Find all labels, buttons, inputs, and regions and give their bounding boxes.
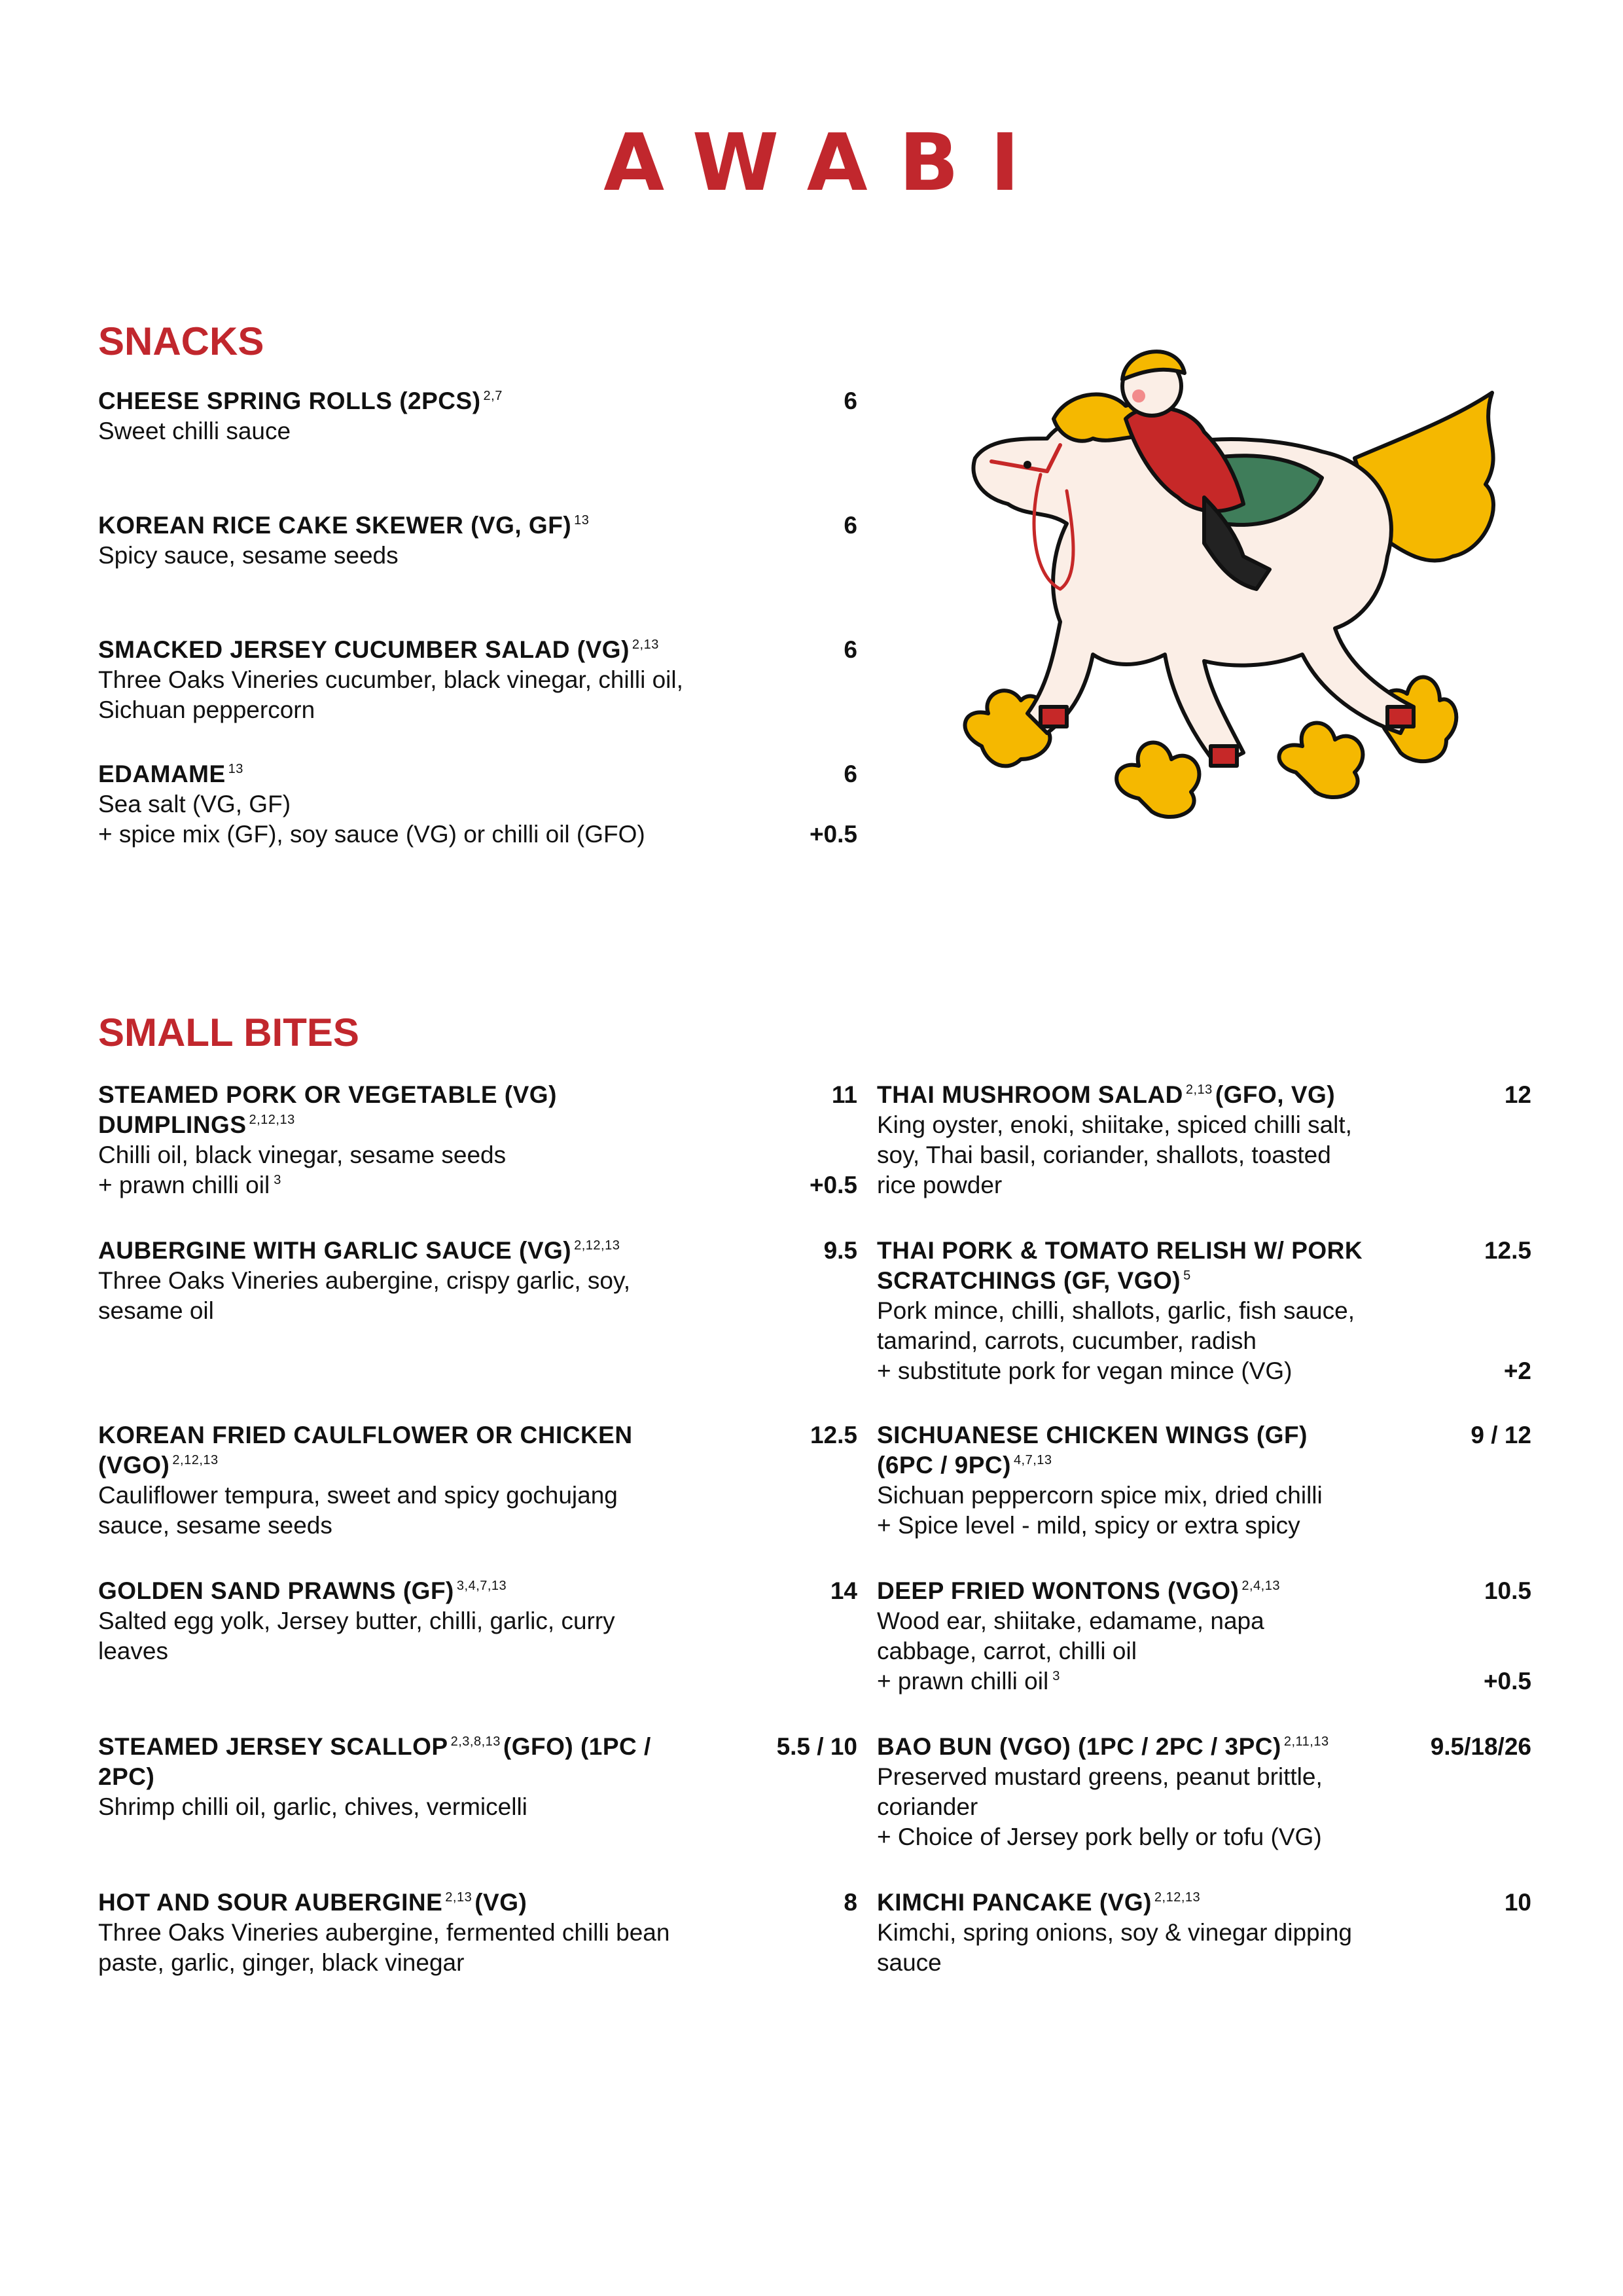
addon-price: +0.5 [809, 1172, 857, 1198]
item-name: GOLDEN SAND PRAWNS (GF) $^{3,4,7,13}$ [98, 1577, 507, 1604]
section-title-small-bites: SMALL BITES [98, 1011, 359, 1054]
item-price: 6 [844, 761, 857, 787]
item-description: Three Oaks Vineries cucumber, black vinegar, chilli oil, [98, 666, 683, 693]
item-price: 9.5 [823, 1237, 857, 1264]
item-price: 6 [844, 636, 857, 663]
menu-item [877, 1080, 1531, 1200]
item-description: sauce [877, 1949, 942, 1976]
item-price: 5.5 / 10 [776, 1733, 857, 1760]
item-description: Sea salt (VG, GF) [98, 791, 291, 817]
menu-item [98, 386, 857, 446]
section-title-snacks: SNACKS [98, 319, 264, 363]
item-description: + Spice level - mild, spicy or extra spicy [877, 1512, 1300, 1539]
menu-item [877, 1236, 1531, 1386]
item-description: Salted egg yolk, Jersey butter, chilli, garlic, curry [98, 1607, 615, 1634]
menu-item [98, 1236, 857, 1326]
item-name: KOREAN RICE CAKE SKEWER (VG, GF) $^{13}$ [98, 512, 590, 539]
item-addon: + prawn chilli oil $^3$ [877, 1668, 1060, 1695]
item-name: KIMCHI PANCAKE (VG) $^{2,12,13}$ [877, 1889, 1201, 1916]
item-price: 9 / 12 [1471, 1422, 1531, 1448]
item-description: coriander [877, 1793, 978, 1820]
item-price: 11 [831, 1081, 857, 1108]
item-description: Sichuan peppercorn spice mix, dried chilli [877, 1482, 1323, 1509]
menu-item [98, 1888, 857, 1978]
item-price: 12 [1504, 1081, 1531, 1108]
menu-item [98, 511, 857, 571]
item-name: STEAMED JERSEY SCALLOP $^{2,3,8,13}$ (GFO) (1PC / 2PC) [98, 1733, 651, 1790]
item-description: King oyster, enoki, shiitake, spiced chilli salt, [877, 1111, 1352, 1138]
item-name: CHEESE SPRING ROLLS (2PCS) $^{2,7}$ [98, 387, 503, 414]
item-description: Spicy sauce, sesame seeds [98, 542, 399, 569]
menu-item [877, 1420, 1531, 1541]
item-description: cabbage, carrot, chilli oil [877, 1638, 1137, 1664]
item-addon: + substitute pork for vegan mince (VG) [877, 1357, 1293, 1384]
item-name: HOT AND SOUR AUBERGINE $^{2,13}$ (VG) [98, 1889, 527, 1916]
item-addon: + prawn chilli oil $^3$ [98, 1172, 281, 1198]
item-price: 10.5 [1484, 1577, 1531, 1604]
item-name: AUBERGINE WITH GARLIC SAUCE (VG) $^{2,12,13}$ [98, 1237, 620, 1264]
item-description: Wood ear, shiitake, edamame, napa [877, 1607, 1264, 1634]
item-description: Sweet chilli sauce [98, 418, 291, 444]
item-description: soy, Thai basil, coriander, shallots, toasted [877, 1141, 1331, 1168]
item-price: 12.5 [810, 1422, 857, 1448]
menu-item [98, 1080, 857, 1200]
addon-price: +2 [1503, 1357, 1531, 1384]
menu-item [98, 759, 857, 850]
addon-price: +0.5 [1483, 1668, 1531, 1695]
item-name: BAO BUN (VGO) (1PC / 2PC / 3PC) $^{2,11,13}$ [877, 1733, 1329, 1760]
item-name: THAI MUSHROOM SALAD $^{2,13}$ (GFO, VG) [877, 1081, 1336, 1108]
addon-price: +0.5 [809, 821, 857, 848]
item-description: Pork mince, chilli, shallots, garlic, fish sauce, [877, 1297, 1355, 1324]
item-description: paste, garlic, ginger, black vinegar [98, 1949, 465, 1976]
item-price: 8 [844, 1889, 857, 1916]
item-price: 14 [830, 1577, 857, 1604]
item-price: 6 [844, 512, 857, 539]
item-name: DEEP FRIED WONTONS (VGO) $^{2,4,13}$ [877, 1577, 1280, 1604]
item-name: THAI PORK & TOMATO RELISH W/ PORK SCRATCHINGS (GF, VGO) $^5$ [877, 1237, 1363, 1294]
item-price: 9.5/18/26 [1430, 1733, 1531, 1760]
item-description: sauce, sesame seeds [98, 1512, 332, 1539]
item-description: Kimchi, spring onions, soy & vinegar dipping [877, 1919, 1352, 1946]
jockey-horse-illustration [929, 340, 1518, 851]
item-name: SICHUANESE CHICKEN WINGS (GF) (6PC / 9PC) $^{4,7,13}$ [877, 1422, 1308, 1479]
brand-logo: AWABI [603, 118, 1051, 209]
item-description: sesame oil [98, 1297, 214, 1324]
item-description: + Choice of Jersey pork belly or tofu (VG) [877, 1823, 1322, 1850]
item-description: Three Oaks Vineries aubergine, fermented chilli bean [98, 1919, 670, 1946]
menu-item [98, 635, 857, 725]
item-description: Chilli oil, black vinegar, sesame seeds [98, 1141, 507, 1168]
item-description: Cauliflower tempura, sweet and spicy gochujang [98, 1482, 618, 1509]
item-description: leaves [98, 1638, 168, 1664]
item-name: EDAMAME $^{13}$ [98, 761, 243, 787]
menu-item [877, 1732, 1531, 1852]
item-description: Shrimp chilli oil, garlic, chives, vermicelli [98, 1793, 527, 1820]
item-name: KOREAN FRIED CAULFLOWER OR CHICKEN (VGO) $^{2,12,13}$ [98, 1422, 633, 1479]
menu-item [877, 1888, 1531, 1978]
menu-item [98, 1420, 857, 1541]
menu-item [877, 1576, 1531, 1696]
item-price: 6 [844, 387, 857, 414]
menu-item [98, 1732, 857, 1822]
item-description: rice powder [877, 1172, 1003, 1198]
item-price: 12.5 [1484, 1237, 1531, 1264]
item-description: tamarind, carrots, cucumber, radish [877, 1327, 1257, 1354]
item-addon: + spice mix (GF), soy sauce (VG) or chilli oil (GFO) [98, 821, 645, 848]
item-description: Sichuan peppercorn [98, 696, 315, 723]
menu-item [98, 1576, 857, 1666]
item-name: STEAMED PORK OR VEGETABLE (VG) DUMPLINGS $^{2,12,13}$ [98, 1081, 557, 1138]
item-description: Three Oaks Vineries aubergine, crispy garlic, soy, [98, 1267, 630, 1294]
item-description: Preserved mustard greens, peanut brittle, [877, 1763, 1323, 1790]
item-price: 10 [1504, 1889, 1531, 1916]
item-name: SMACKED JERSEY CUCUMBER SALAD (VG) $^{2,13}$ [98, 636, 659, 663]
